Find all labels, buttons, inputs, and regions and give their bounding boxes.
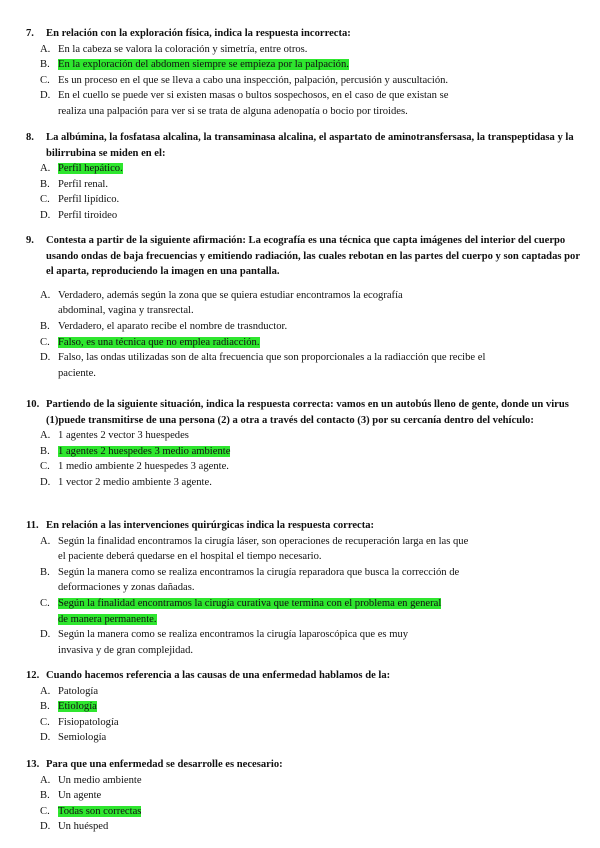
- answer-option-b-highlighted: [26, 57, 584, 73]
- question-number: 13.: [26, 759, 40, 770]
- option-text-line: Falso, es una técnica que no emplea radiacción.: [58, 336, 260, 348]
- answer-option-d: [26, 88, 584, 119]
- option-text: [58, 444, 584, 460]
- question-text: Cuando hacemos referencia a las causas de una enfermedad hablamos de la:: [46, 670, 391, 681]
- option-text-line: Es un proceso en el que se lleva a cabo una inspección, palpación, percusión y auscultación.: [58, 74, 449, 86]
- option-text-line: 1 agentes 2 huespedes 3 medio ambiente: [58, 445, 231, 457]
- answer-option-c-highlighted: [26, 596, 584, 627]
- option-letter: C.: [40, 597, 50, 609]
- question-text: La albúmina, la fosfatasa alcalina, la transaminasa alcalina, el aspartato de aminotransfersasa, la transpeptidasa y la bilirrubina se miden en el:: [46, 132, 574, 159]
- question-stem: [26, 26, 584, 42]
- answer-option-b: [26, 319, 584, 335]
- option-text-line: Semiología: [58, 732, 107, 744]
- question-number: 10.: [26, 399, 40, 410]
- question-10: [26, 397, 584, 491]
- option-text: [58, 192, 584, 208]
- option-letter: D.: [40, 821, 51, 833]
- answer-options: [26, 161, 584, 223]
- option-text-line: Todas son correctas: [58, 805, 142, 817]
- option-letter: A.: [40, 535, 51, 547]
- answer-option-c-highlighted: [26, 804, 584, 820]
- option-text-line: abdominal, vagina y transrectal.: [58, 305, 194, 317]
- option-text: [58, 88, 584, 119]
- question-stem: [26, 518, 584, 534]
- option-text-line: Un medio ambiente: [58, 774, 142, 786]
- option-text: [58, 335, 584, 351]
- question-number: 8.: [26, 132, 34, 143]
- question-stem: [26, 397, 584, 428]
- option-letter: C.: [40, 461, 50, 473]
- answer-option-a: [26, 428, 584, 444]
- option-letter: D.: [40, 732, 51, 744]
- option-letter: C.: [40, 194, 50, 206]
- answer-option-a: [26, 288, 584, 319]
- option-letter: D.: [40, 209, 51, 221]
- answer-option-b: [26, 788, 584, 804]
- option-letter: A.: [40, 430, 51, 442]
- option-text: [58, 350, 584, 381]
- option-text-line: Un huésped: [58, 821, 109, 833]
- question-text: En relación con la exploración física, indica la respuesta incorrecta:: [46, 28, 351, 39]
- question-8: [26, 130, 584, 224]
- option-text: [58, 319, 584, 335]
- option-text-line: En la exploración del abdomen siempre se empieza por la palpación.: [58, 59, 349, 71]
- option-letter: B.: [40, 790, 50, 802]
- question-stem: [26, 130, 584, 161]
- option-text-line: el paciente deberá quedarse en el hospital el tiempo necesario.: [58, 551, 322, 563]
- option-letter: D.: [40, 476, 51, 488]
- answer-option-c: [26, 715, 584, 731]
- option-text: [58, 57, 584, 73]
- answer-option-b-highlighted: [26, 444, 584, 460]
- option-text-line: Perfil lipídico.: [58, 194, 120, 206]
- option-letter: B.: [40, 178, 50, 190]
- option-text: [58, 428, 584, 444]
- answer-options: [26, 773, 584, 835]
- answer-option-d: [26, 627, 584, 658]
- option-letter: A.: [40, 774, 51, 786]
- option-letter: B.: [40, 701, 50, 713]
- option-text: [58, 459, 584, 475]
- option-text-line: deformaciones y zonas dañadas.: [58, 582, 195, 594]
- option-letter: B.: [40, 59, 50, 71]
- answer-option-d: [26, 475, 584, 491]
- question-11: [26, 518, 584, 658]
- option-letter: B.: [40, 566, 50, 578]
- answer-option-a: [26, 534, 584, 565]
- option-text: [58, 73, 584, 89]
- question-7: [26, 26, 584, 120]
- answer-option-b: [26, 177, 584, 193]
- option-text-line: Etiología: [58, 701, 97, 713]
- option-text-line: Patología: [58, 685, 99, 697]
- option-text-line: Perfil hepático.: [58, 163, 123, 175]
- option-text: [58, 161, 584, 177]
- option-text: [58, 730, 584, 746]
- question-number: 12.: [26, 670, 40, 681]
- option-text-line: Un agente: [58, 790, 102, 802]
- option-text: [58, 804, 584, 820]
- option-text: [58, 627, 584, 658]
- option-text-line: de manera permanente.: [58, 613, 157, 625]
- answer-option-c: [26, 73, 584, 89]
- question-text: Para que una enfermedad se desarrolle es necesario:: [46, 759, 283, 770]
- option-text-line: En la cabeza se valora la coloración y simetría, entre otros.: [58, 43, 308, 55]
- option-text-line: Según la finalidad encontramos la cirugía curativa que termina con el problema en general: [58, 597, 442, 609]
- option-text: [58, 475, 584, 491]
- question-number: 9.: [26, 235, 34, 246]
- answer-option-a: [26, 42, 584, 58]
- answer-option-b: [26, 565, 584, 596]
- option-text: [58, 596, 584, 627]
- option-letter: C.: [40, 716, 50, 728]
- answer-option-d: [26, 208, 584, 224]
- option-text-line: 1 agentes 2 vector 3 huespedes: [58, 430, 189, 442]
- option-text-line: Según la manera como se realiza encontramos la cirugía laparoscópica que es muy: [58, 629, 409, 641]
- answer-options: [26, 288, 584, 382]
- option-text: [58, 208, 584, 224]
- answer-option-a: [26, 684, 584, 700]
- answer-options: [26, 42, 584, 120]
- option-text-line: Según la manera como se realiza encontramos la cirugía reparadora que busca la corrección de: [58, 566, 460, 578]
- option-text-line: En el cuello se puede ver si existen masas o bultos sospechosos, en el caso de que existan se: [58, 90, 449, 102]
- option-text: [58, 177, 584, 193]
- answer-option-c-highlighted: [26, 335, 584, 351]
- option-text-line: 1 medio ambiente 2 huespedes 3 agente.: [58, 461, 229, 473]
- question-text: Contesta a partir de la siguiente afirmación: La ecografía es una técnica que capta imágenes del interior del cuerpo usando ondas de baja frecuencias y emitiendo radiación, las cuales rebotan en las partes del cuerpo y son captadas por el aparta, reproduciendo la imagen en una pantalla.: [46, 235, 580, 278]
- option-text-line: Perfil renal.: [58, 178, 109, 190]
- option-text-line: Perfil tiroideo: [58, 209, 118, 221]
- option-text: [58, 42, 584, 58]
- question-text: Partiendo de la siguiente situación, indica la respuesta correcta: vamos en un autobús lleno de gente, donde un virus (1)puede transmitirse de una persona (2) a otra a través del contacto (3) por su cercanía dentro del vehículo:: [46, 399, 569, 426]
- option-letter: A.: [40, 289, 51, 301]
- option-letter: D.: [40, 629, 51, 641]
- answer-option-d: [26, 819, 584, 835]
- option-text-line: invasiva y de gran complejidad.: [58, 644, 194, 656]
- answer-option-c: [26, 192, 584, 208]
- answer-option-b-highlighted: [26, 699, 584, 715]
- option-letter: B.: [40, 445, 50, 457]
- question-stem: [26, 668, 584, 684]
- option-text-line: Fisiopatología: [58, 716, 119, 728]
- option-text-line: realiza una palpación para ver si se trata de alguna adenopatía o bocio por tiroides.: [58, 105, 408, 117]
- answer-option-d: [26, 350, 584, 381]
- question-9: [26, 233, 584, 381]
- option-letter: D.: [40, 352, 51, 364]
- option-text-line: Falso, las ondas utilizadas son de alta frecuencia que son proporcionales a la radiacción que recibe el: [58, 352, 486, 364]
- option-letter: C.: [40, 336, 50, 348]
- option-letter: A.: [40, 163, 51, 175]
- question-12: [26, 668, 584, 746]
- option-text: [58, 699, 584, 715]
- option-letter: A.: [40, 43, 51, 55]
- option-letter: C.: [40, 805, 50, 817]
- option-text-line: Verdadero, además según la zona que se quiera estudiar encontramos la ecografía: [58, 289, 403, 301]
- option-text: [58, 819, 584, 835]
- question-number: 7.: [26, 28, 34, 39]
- answer-options: [26, 428, 584, 490]
- option-text-line: Según la finalidad encontramos la cirugía láser, son operaciones de recuperación larga en las que: [58, 535, 469, 547]
- option-text-line: paciente.: [58, 367, 96, 379]
- answer-option-d: [26, 730, 584, 746]
- option-text: [58, 565, 584, 596]
- question-stem: [26, 233, 584, 280]
- option-letter: A.: [40, 685, 51, 697]
- option-text: [58, 788, 584, 804]
- option-text: [58, 773, 584, 789]
- answer-option-c: [26, 459, 584, 475]
- option-text: [58, 715, 584, 731]
- option-text: [58, 684, 584, 700]
- answer-option-a: [26, 773, 584, 789]
- option-text-line: 1 vector 2 medio ambiente 3 agente.: [58, 476, 212, 488]
- option-letter: D.: [40, 90, 51, 102]
- answer-options: [26, 684, 584, 746]
- question-number: 11.: [26, 520, 39, 531]
- question-13: [26, 757, 584, 835]
- option-text-line: Verdadero, el aparato recibe el nombre de trasnductor.: [58, 320, 288, 332]
- question-stem: [26, 757, 584, 773]
- option-letter: B.: [40, 320, 50, 332]
- option-letter: C.: [40, 74, 50, 86]
- option-text: [58, 288, 584, 319]
- option-text: [58, 534, 584, 565]
- question-text: En relación a las intervenciones quirúrgicas indica la respuesta correcta:: [46, 520, 375, 531]
- answer-options: [26, 534, 584, 659]
- answer-option-a-highlighted: [26, 161, 584, 177]
